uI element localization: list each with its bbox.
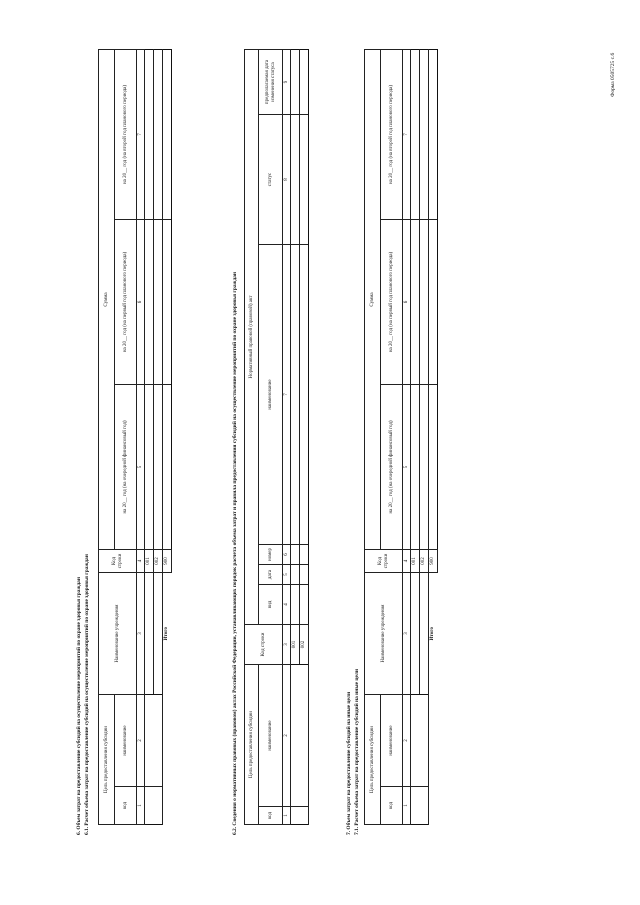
col-number: 6 <box>137 220 145 385</box>
row-code-header: Код строки <box>99 550 137 573</box>
date-header: дата <box>259 565 283 585</box>
institution-cell[interactable] <box>145 573 154 695</box>
col-number: 6 <box>403 220 411 385</box>
table-6-1 <box>98 49 172 825</box>
col-number: 3 <box>283 625 291 665</box>
goal-name-cell[interactable] <box>411 695 429 787</box>
goal-name-cell[interactable] <box>291 665 309 807</box>
number-header: номер <box>259 545 283 565</box>
sum-cell[interactable] <box>145 385 154 550</box>
col-number: 9 <box>283 49 291 114</box>
sum-cell[interactable] <box>154 220 163 385</box>
section62-heading: 6.2. Сведения о нормативных правовых (правовом) актах Российской Федерации, устанавливающих порядок расчета объема затрат и правила предоставления субсидий на осуществление мероприятий по охране здоровья граждан <box>232 272 238 835</box>
col-number: 2 <box>137 695 145 787</box>
sum-cell[interactable] <box>145 220 154 385</box>
col-number: 3 <box>137 573 145 695</box>
goal-header: Цель предоставления субсидии <box>365 695 381 825</box>
name-header: наименование <box>259 665 283 807</box>
col-number: 3 <box>403 573 411 695</box>
col-number: 1 <box>137 787 145 825</box>
col-number: 5 <box>137 385 145 550</box>
col-number: 6 <box>283 545 291 565</box>
institution-cell[interactable] <box>411 573 420 695</box>
goal-name-cell[interactable] <box>145 695 163 787</box>
total-sum-cell[interactable] <box>163 220 172 385</box>
row-code-header: Код строки <box>365 550 403 573</box>
sum-cell[interactable] <box>154 385 163 550</box>
total-code: 900 <box>429 550 438 573</box>
sum-cell[interactable] <box>420 49 429 219</box>
npa-type-cell[interactable] <box>300 585 309 625</box>
code-header: код <box>259 807 283 825</box>
status-header: статус <box>259 115 283 245</box>
total-sum-cell[interactable] <box>163 49 172 219</box>
sum-cell[interactable] <box>420 220 429 385</box>
institution-header: Наименование учреждения <box>99 573 137 695</box>
column-numbers-row <box>283 49 291 824</box>
total-row <box>163 49 172 824</box>
total-label: Итого <box>430 627 436 641</box>
section71-heading: 7.1. Расчет объема затрат на предоставление субсидий на иные цели <box>354 669 360 835</box>
npa-header: Нормативный правовой (правовой) акт <box>245 49 259 624</box>
row-code-cell: 002 <box>300 625 309 665</box>
goal-header: Цель предоставления субсидии <box>245 665 259 825</box>
sum-cell[interactable] <box>411 220 420 385</box>
col-number: 4 <box>283 585 291 625</box>
sum-cell[interactable] <box>411 385 420 550</box>
col-number: 1 <box>403 787 411 825</box>
sum-cell[interactable] <box>154 49 163 219</box>
sum-header: Сумма <box>99 49 115 549</box>
total-code: 900 <box>163 550 172 573</box>
row-code-cell: 001 <box>145 550 154 573</box>
type-header: вид <box>259 585 283 625</box>
section61-heading: 6.1. Расчет объема затрат на предоставление субсидий на осуществление мероприятий по охране здоровья граждан <box>84 554 90 835</box>
npa-status-cell[interactable] <box>300 115 309 245</box>
institution-header: Наименование учреждения <box>365 573 403 695</box>
col-number: 4 <box>137 550 145 573</box>
col-number: 4 <box>403 550 411 573</box>
col-number: 1 <box>283 807 291 825</box>
npa-status-date-cell[interactable] <box>291 49 300 114</box>
total-sum-cell[interactable] <box>163 385 172 550</box>
col-number: 2 <box>403 695 411 787</box>
col-number: 8 <box>283 115 291 245</box>
npa-date-cell[interactable] <box>291 565 300 585</box>
status-date-header: предполагаемая дата изменения статуса <box>259 49 283 114</box>
col-number: 5 <box>283 565 291 585</box>
table-row <box>291 49 300 824</box>
col-number: 7 <box>137 49 145 219</box>
col-number: 7 <box>283 245 291 545</box>
row-code-cell: 001 <box>411 550 420 573</box>
npa-type-cell[interactable] <box>291 585 300 625</box>
goal-code-cell[interactable] <box>145 787 163 825</box>
total-sum-cell[interactable] <box>429 385 438 550</box>
table-7-1 <box>364 49 438 825</box>
npa-status-cell[interactable] <box>291 115 300 245</box>
col-number: 7 <box>403 49 411 219</box>
name-header: наименование <box>381 695 403 787</box>
year1-header: на 20__ год (на очередной финансовый год) <box>115 385 137 550</box>
year2-header: на 20__ год (на первый год планового периода) <box>115 220 137 385</box>
sum-header: Сумма <box>365 49 381 549</box>
npa-number-cell[interactable] <box>300 545 309 565</box>
code-header: код <box>381 787 403 825</box>
year1-header: на 20__ год (на очередной финансовый год) <box>381 385 403 550</box>
row-code-header: Код строки <box>245 625 283 665</box>
table-row <box>145 49 154 824</box>
row-code-cell: 002 <box>154 550 163 573</box>
total-sum-cell[interactable] <box>429 49 438 219</box>
npa-name-cell[interactable] <box>300 245 309 545</box>
year3-header: на 20__ год (на второй год планового периода) <box>381 49 403 219</box>
column-numbers-row <box>403 49 411 824</box>
npa-name-header: наименование <box>259 245 283 545</box>
total-label: Итого <box>164 627 170 641</box>
goal-header: Цель предоставления субсидии <box>99 695 115 825</box>
column-numbers-row <box>137 49 145 824</box>
sum-cell[interactable] <box>420 385 429 550</box>
row-code-cell: 002 <box>420 550 429 573</box>
year2-header: на 20__ год (на первый год планового периода) <box>381 220 403 385</box>
npa-number-cell[interactable] <box>291 545 300 565</box>
total-sum-cell[interactable] <box>429 220 438 385</box>
institution-cell[interactable] <box>154 573 163 695</box>
year3-header: на 20__ год (на второй год планового периода) <box>115 49 137 219</box>
row-code-cell: 001 <box>291 625 300 665</box>
name-header: наименование <box>115 695 137 787</box>
section7-heading: 7. Объем затрат на предоставление субсидий на иные цели <box>346 691 352 835</box>
col-number: 5 <box>403 385 411 550</box>
goal-code-cell[interactable] <box>411 787 429 825</box>
form-code: Форма 0505725 с.6 <box>610 52 616 97</box>
sum-cell[interactable] <box>411 49 420 219</box>
col-number: 2 <box>283 665 291 807</box>
npa-name-cell[interactable] <box>291 245 300 545</box>
code-header: код <box>115 787 137 825</box>
table-row <box>411 49 420 824</box>
table-6-2 <box>244 49 309 825</box>
npa-date-cell[interactable] <box>300 565 309 585</box>
institution-cell[interactable] <box>420 573 429 695</box>
total-row <box>429 49 438 824</box>
npa-status-date-cell[interactable] <box>300 49 309 114</box>
section6-heading: 6. Объем затрат на предоставление субсидий на осуществление мероприятий по охране здоровья граждан <box>76 577 82 835</box>
goal-code-cell[interactable] <box>291 807 309 825</box>
sum-cell[interactable] <box>145 49 154 219</box>
